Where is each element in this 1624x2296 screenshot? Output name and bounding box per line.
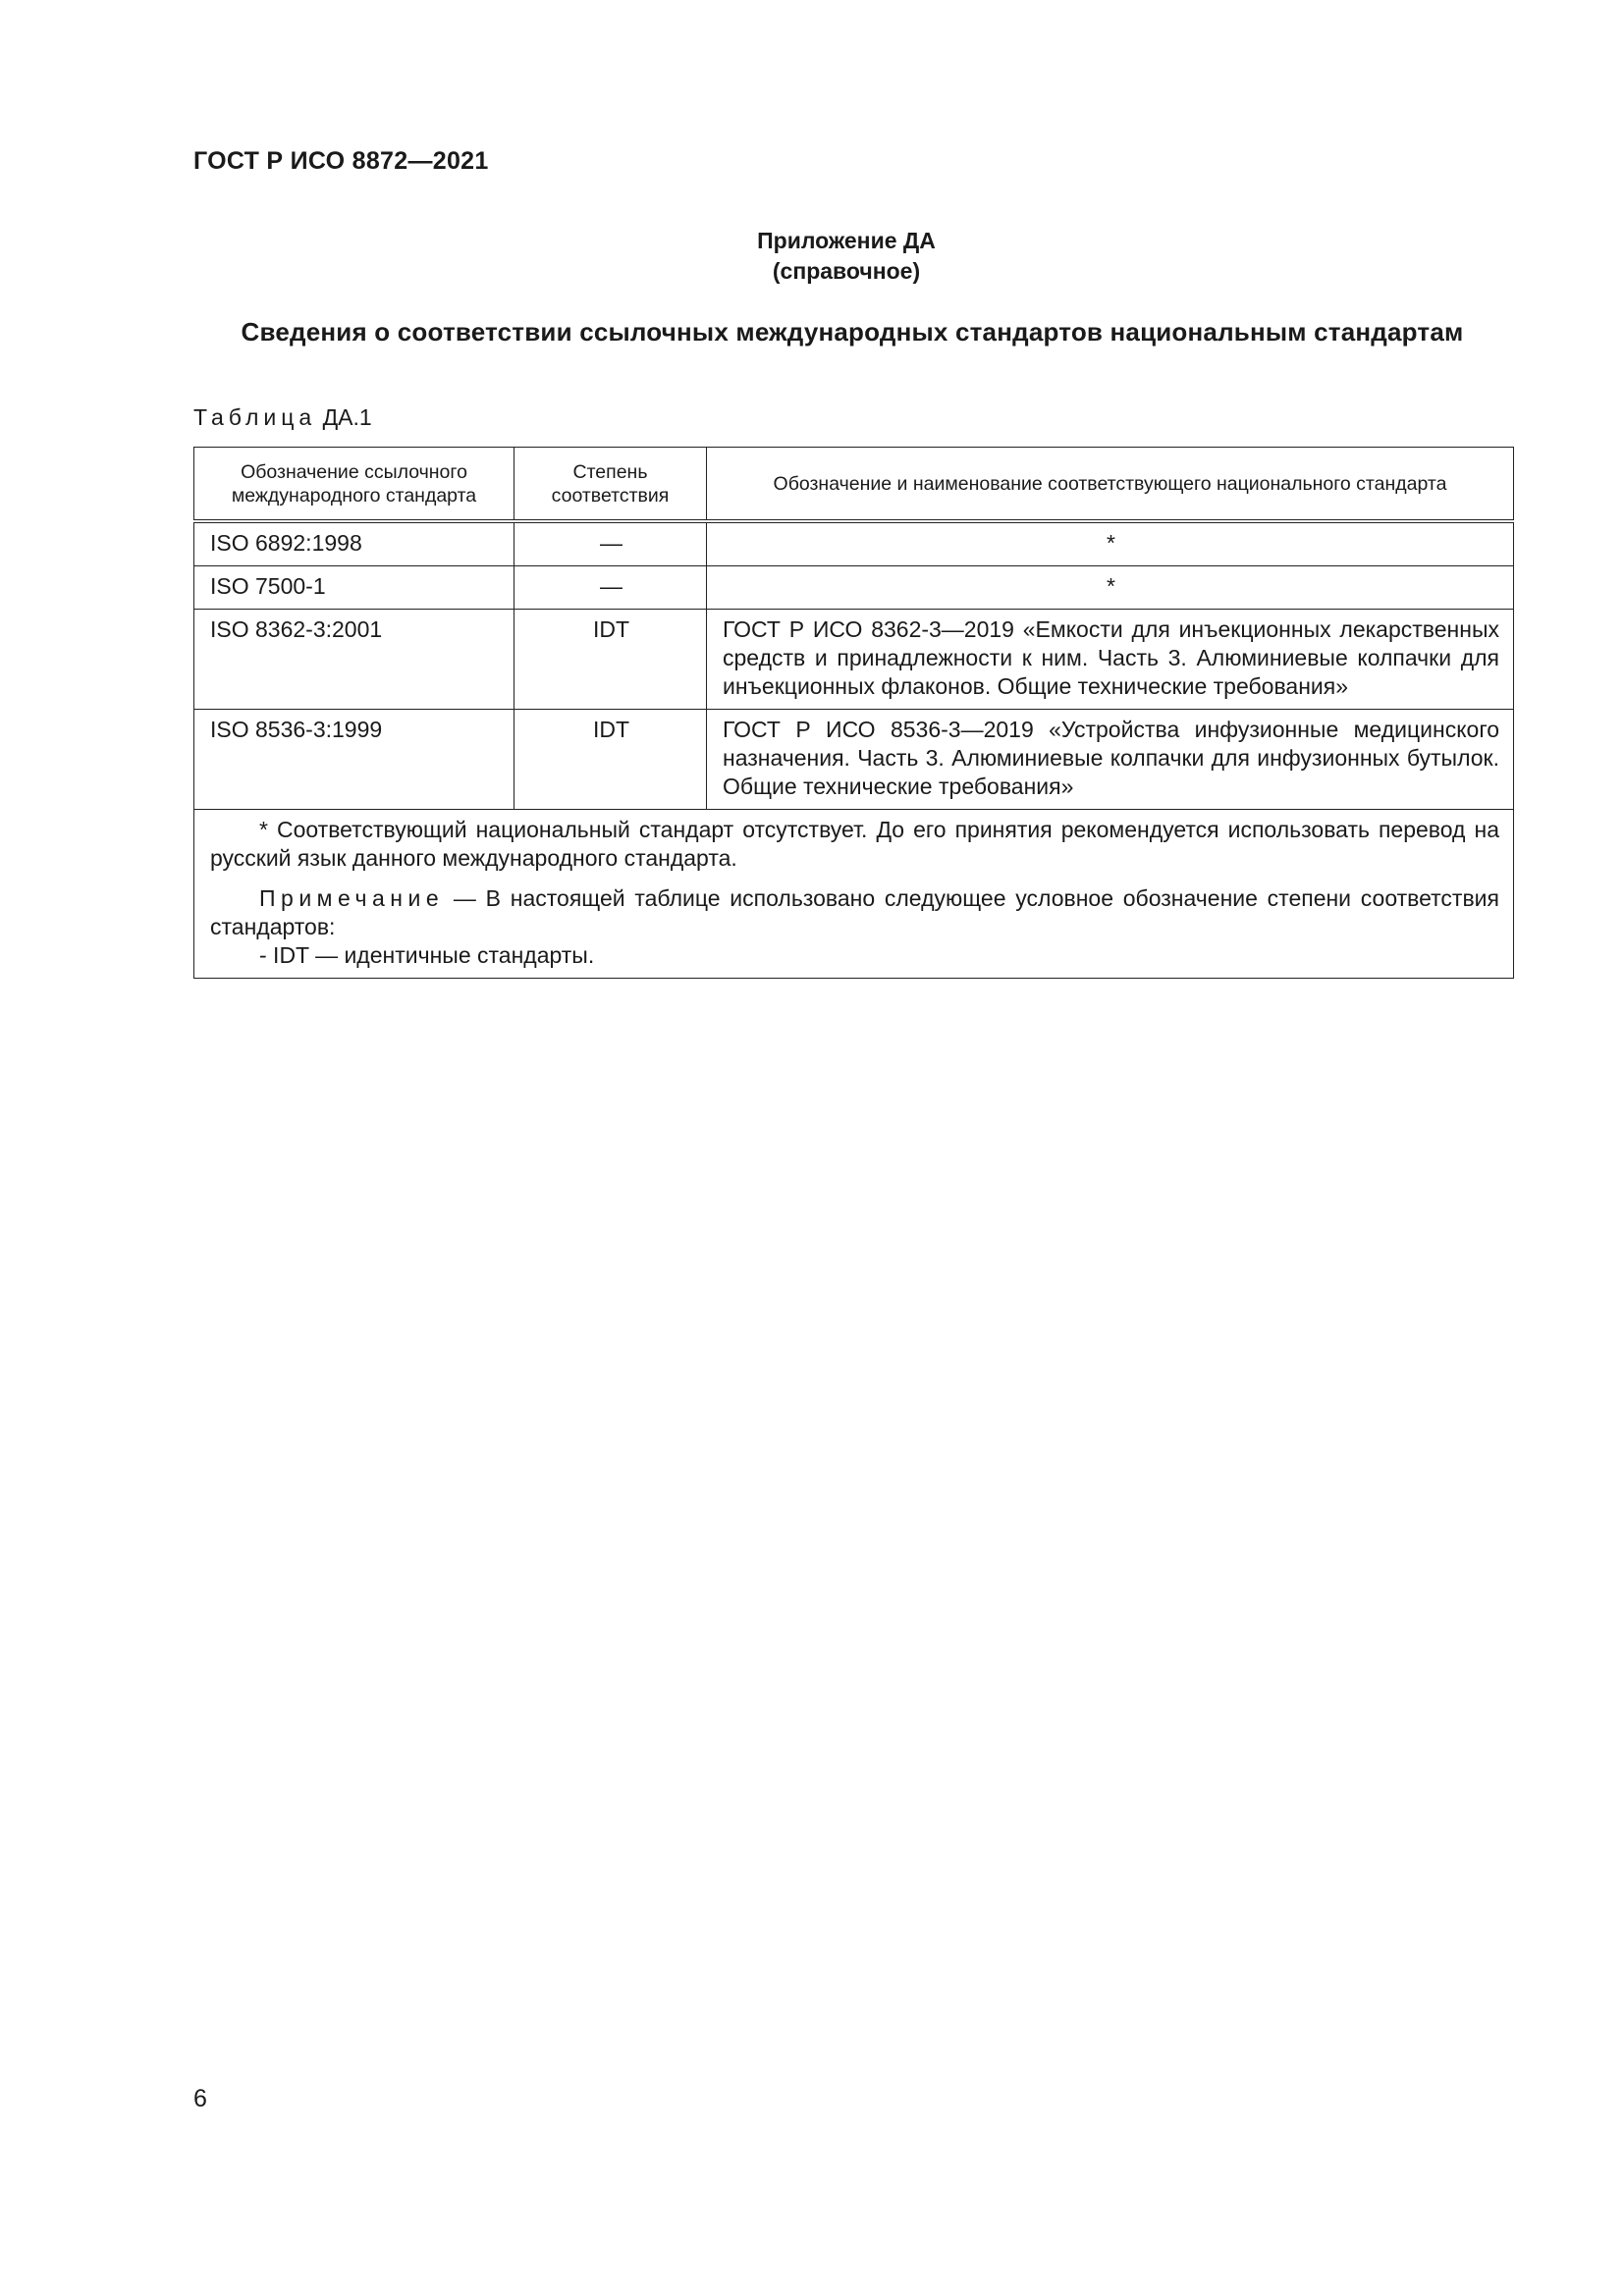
table-row [194, 710, 1514, 810]
table-row [194, 566, 1514, 610]
cell-national-standard: ГОСТ Р ИСО 8362-3—2019 «Емкости для инъекционных лекарственных средств и принадлежности к ним. Часть 3. Алюминиевые колпачки для инъекционных флаконов. Общие технические требования» [707, 610, 1514, 710]
note-label: Примечание [259, 885, 445, 911]
header-degree: Степень соответствия [514, 448, 707, 522]
cell-degree: — [514, 521, 707, 566]
cell-national-standard: ГОСТ Р ИСО 8536-3—2019 «Устройства инфузионные медицинского назначения. Часть 3. Алюминиевые колпачки для инфузионных бутылок. Общие технические требования» [707, 710, 1514, 810]
table-footnote: * Соответствующий национальный стандарт отсутствует. До его принятия рекомендуется использовать перевод на русский язык данного международного стандарта. [210, 817, 1499, 871]
cell-intl-standard: ISO 6892:1998 [194, 521, 514, 566]
table-row [194, 521, 1514, 566]
cell-intl-standard: ISO 7500-1 [194, 566, 514, 610]
table-row [194, 610, 1514, 710]
page-number: 6 [193, 2085, 207, 2112]
table-header-row [194, 448, 1514, 522]
section-heading: Сведения о соответствии ссылочных международных стандартов национальным стандартам [241, 317, 1464, 347]
cell-degree: IDT [514, 710, 707, 810]
cell-national-standard: * [707, 521, 1514, 566]
appendix-title-block [0, 226, 1624, 287]
table-caption [193, 404, 372, 431]
correspondence-table [193, 447, 1514, 979]
table-caption-word: Таблица [193, 404, 317, 430]
note-text: — В настоящей таблице использовано следующее условное обозначение степени соответствия стандартов: [210, 885, 1499, 939]
appendix-title: Приложение ДА [757, 228, 936, 253]
cell-degree: — [514, 566, 707, 610]
note-list-item: - IDT — идентичные стандарты. [259, 942, 595, 968]
header-national-standard: Обозначение и наименование соответствующего национального стандарта [707, 448, 1514, 522]
table-note [210, 884, 1499, 941]
cell-intl-standard: ISO 8362-3:2001 [194, 610, 514, 710]
table-notes-cell [194, 810, 1514, 979]
table-notes-row [194, 810, 1514, 979]
cell-national-standard: * [707, 566, 1514, 610]
header-intl-standard: Обозначение ссылочного международного стандарта [194, 448, 514, 522]
table-caption-number: ДА.1 [322, 404, 372, 430]
cell-degree: IDT [514, 610, 707, 710]
standard-code-header: ГОСТ Р ИСО 8872—2021 [193, 147, 489, 175]
appendix-subtitle: (справочное) [772, 258, 921, 284]
cell-intl-standard: ISO 8536-3:1999 [194, 710, 514, 810]
